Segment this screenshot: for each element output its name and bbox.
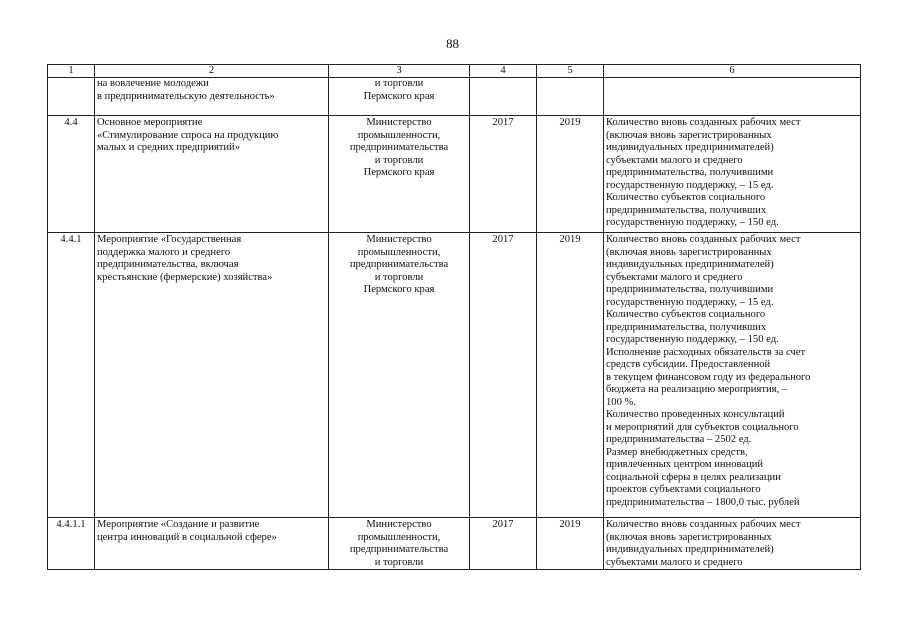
start-year: 2017 <box>470 233 537 518</box>
end-year: 2019 <box>537 233 604 518</box>
column-header: 6 <box>604 65 861 78</box>
column-header: 5 <box>537 65 604 78</box>
executor: и торговли Пермского края <box>329 78 470 116</box>
column-header: 3 <box>329 65 470 78</box>
table-header-row <box>48 65 861 78</box>
start-year <box>470 78 537 116</box>
column-header: 4 <box>470 65 537 78</box>
executor: Министерство промышленности, предпринимательства и торговли Пермского края <box>329 233 470 518</box>
end-year: 2019 <box>537 518 604 570</box>
indicators <box>604 78 861 116</box>
indicators: Количество вновь созданных рабочих мест (включая вновь зарегистрированных индивидуальных предпринимателей) субъектами малого и среднего предпринимательства, получившими государственную поддержку, – 15 ед. Количество субъектов социального предпринимательства, получивших государственную поддержку, – 150 ед. <box>604 116 861 233</box>
start-year: 2017 <box>470 518 537 570</box>
page-number: 88 <box>446 36 459 51</box>
measures-table <box>47 64 861 570</box>
executor: Министерство промышленности, предпринимательства и торговли <box>329 518 470 570</box>
column-header: 1 <box>48 65 95 78</box>
end-year: 2019 <box>537 116 604 233</box>
executor: Министерство промышленности, предпринимательства и торговли Пермского края <box>329 116 470 233</box>
table-row <box>48 518 861 570</box>
row-number <box>48 78 95 116</box>
row-number: 4.4 <box>48 116 95 233</box>
measure-name: Мероприятие «Создание и развитие центра инноваций в социальной сфере» <box>95 518 329 570</box>
indicators: Количество вновь созданных рабочих мест (включая вновь зарегистрированных индивидуальных предпринимателей) субъектами малого и среднего предпринимательства, получившими государственную поддержку, – 15 ед. Количество субъектов социального предпринимательства, получивших государственную поддержку, – 150 ед. Исполнение расходных обязательств за счет средств субсидии. Предоставленной в текущем финансовом году из федерального бюджета на реализацию мероприятия, – 100 %. Количество проведенных консультаций и мероприятий для субъектов социального предпринимательства – 2502 ед. Размер внебюджетных средств, привлеченных центром инноваций социальной сферы в целях реализации проектов субъектами социального предпринимательства – 1800,0 тыс. рублей <box>604 233 861 518</box>
row-number: 4.4.1 <box>48 233 95 518</box>
column-header: 2 <box>95 65 329 78</box>
start-year: 2017 <box>470 116 537 233</box>
measure-name: Основное мероприятие «Стимулирование спроса на продукцию малых и средних предприятий» <box>95 116 329 233</box>
table-row <box>48 116 861 233</box>
end-year <box>537 78 604 116</box>
indicators: Количество вновь созданных рабочих мест (включая вновь зарегистрированных индивидуальных предпринимателей) субъектами малого и среднего <box>604 518 861 570</box>
table-row <box>48 78 861 116</box>
table-row <box>48 233 861 518</box>
measure-name: на вовлечение молодежи в предпринимательскую деятельность» <box>95 78 329 116</box>
row-number: 4.4.1.1 <box>48 518 95 570</box>
measure-name: Мероприятие «Государственная поддержка малого и среднего предпринимательства, включая крестьянские (фермерские) хозяйства» <box>95 233 329 518</box>
